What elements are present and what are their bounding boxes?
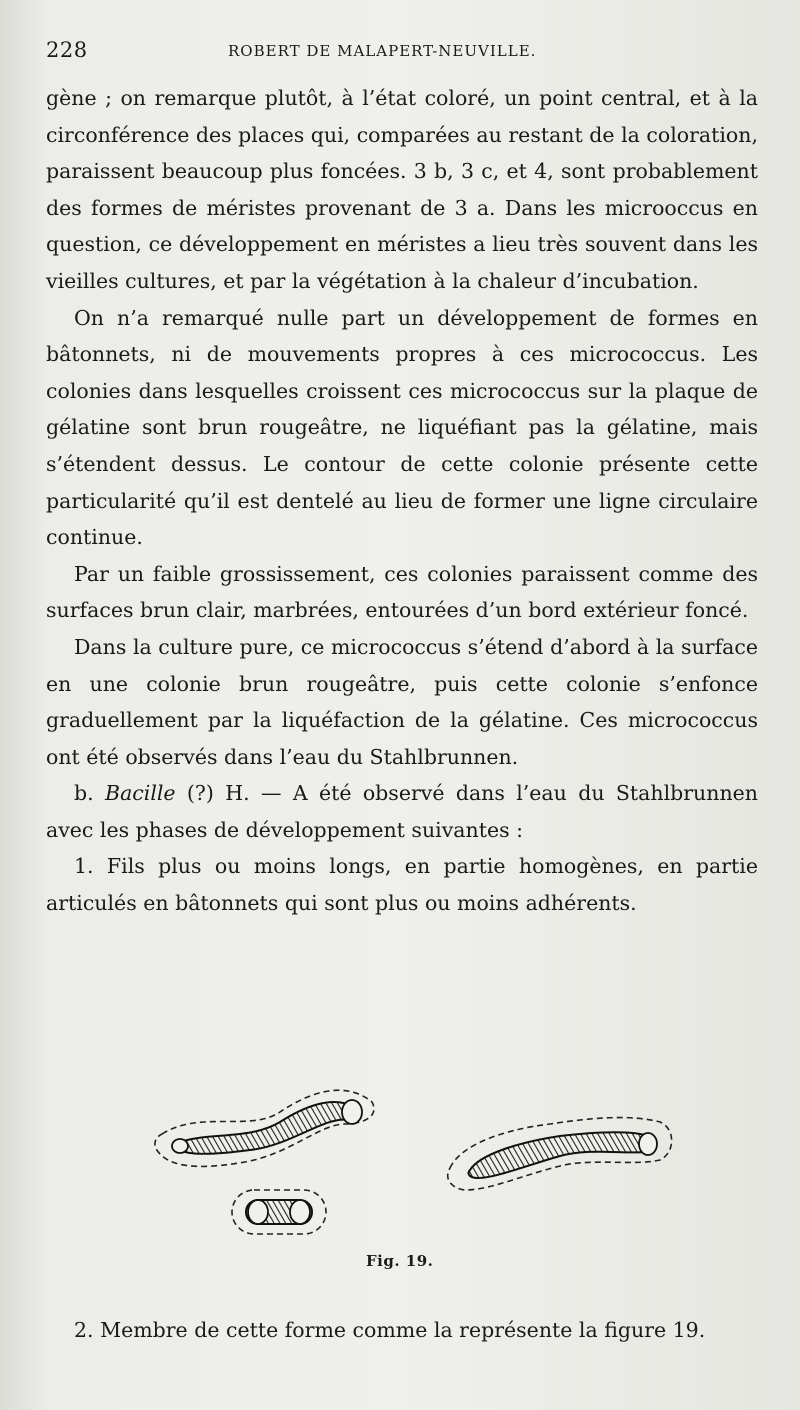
bacillus-curved-right bbox=[448, 1118, 672, 1190]
bacillus-curved-left bbox=[155, 1090, 374, 1166]
paragraph: Par un faible grossissement, ces colonies paraissent comme des surfaces brun clair, marbrées, entourées d’un bord extérieur foncé. bbox=[46, 561, 758, 623]
running-head: ROBERT DE MALAPERT-NEUVILLE. bbox=[228, 42, 537, 60]
page-number: 228 bbox=[46, 38, 88, 62]
bacillus-short bbox=[232, 1190, 326, 1234]
bacille-paragraph bbox=[46, 775, 758, 848]
bacille-name: Bacille bbox=[105, 781, 176, 806]
body-text bbox=[46, 80, 758, 922]
list-item-1: 1. Fils plus ou moins longs, en partie homogènes, en partie articulés en bâtonnets qui sont plus ou moins adhérents. bbox=[46, 854, 758, 916]
bacille-prefix: b. bbox=[74, 781, 105, 806]
paragraph: Dans la culture pure, ce micrococcus s’étend d’abord à la surface en une colonie brun rougeâtre, puis cette colonie s’enfonce graduellement par la liquéfaction de la gélatine. Ces micrococcus ont été observés dans l’eau du Stahlbrunnen. bbox=[46, 634, 758, 769]
paragraph: gène ; on remarque plutôt, à l’état coloré, un point central, et à la circonférence des places qui, comparées au restant de la coloration, paraissent beaucoup plus foncées. 3 b, 3 c, et 4, sont probablement des formes de méristes provenant de 3 a. Dans les microoccus en question, ce développement en méristes a lieu très souvent dans les vieilles cultures, et par la végétation à la chaleur d’incubation. bbox=[46, 86, 758, 293]
list-item-2: 2. Membre de cette forme comme la représente la figure 19. bbox=[74, 1318, 706, 1342]
bacille-description: (?) H. — A été observé dans l’eau du Stahlbrunnen avec les phases de développement suivantes : bbox=[46, 781, 759, 842]
bottom-text bbox=[46, 1312, 758, 1349]
figure-caption: Fig. 19. bbox=[366, 1252, 434, 1270]
paragraph: On n’a remarqué nulle part un développement de formes en bâtonnets, ni de mouvements propres à ces micrococcus. Les colonies dans lesquelles croissent ces micrococcus sur la plaque de gélatine sont brun rougeâtre, ne liquéfiant pas la gélatine, mais s’étendent dessus. Le contour de cette colonie présente cette particularité qu’il est dentelé au lieu de former une ligne circulaire continue. bbox=[46, 305, 758, 550]
figure-19-illustration bbox=[140, 1062, 700, 1252]
page-header bbox=[46, 38, 746, 68]
